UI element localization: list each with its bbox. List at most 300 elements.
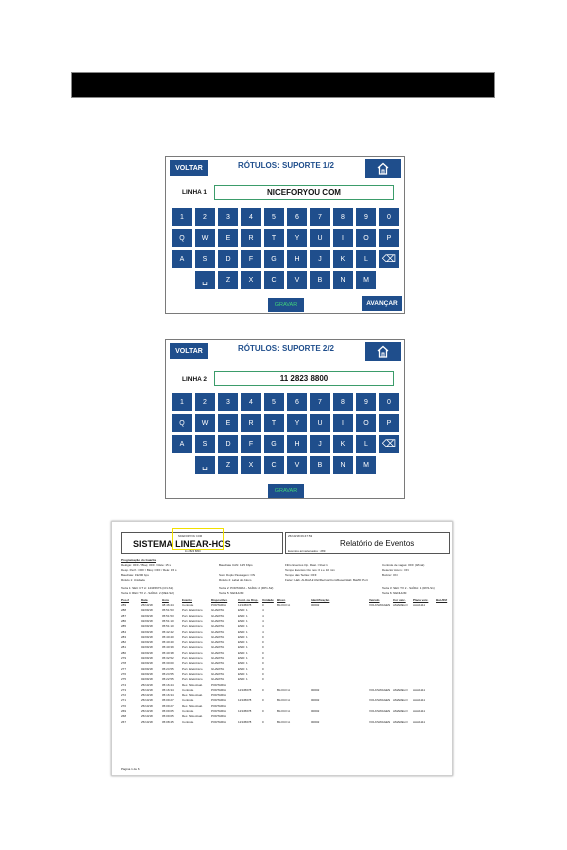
column-header: Bloco — [277, 598, 286, 602]
table-cell: 0 — [262, 645, 264, 650]
key-8[interactable]: 8 — [333, 393, 353, 411]
table-cell: 0 — [262, 661, 264, 666]
table-cell: 00002 — [311, 719, 320, 724]
table-cell: PORTARIA — [211, 682, 227, 687]
table-cell: 05:09:05 — [162, 714, 174, 719]
table-cell: 12345678 — [238, 719, 252, 724]
space-key[interactable]: ␣ — [195, 271, 215, 289]
key-y[interactable]: Y — [287, 229, 307, 247]
info-text: Baudrate: 19200 bps — [121, 573, 149, 577]
key-g[interactable]: G — [264, 250, 284, 268]
column-header: Evento — [182, 598, 193, 602]
tecla-text: Tecla 2: PORTARIA - SAÍDA: 2 (RP1-S2) — [219, 586, 274, 590]
table-cell: BLOCO A — [277, 719, 291, 724]
table-cell: 0 — [262, 656, 264, 660]
table-cell: END: 1 — [238, 656, 248, 660]
key-m[interactable]: M — [356, 456, 376, 474]
table-cell: 12345678 — [238, 709, 252, 713]
table-cell: AAA1111 — [413, 603, 426, 607]
table-cell: END: 1 — [238, 677, 248, 682]
table-cell: 279 — [121, 656, 127, 660]
key-c[interactable]: C — [264, 456, 284, 474]
key-q[interactable]: Q — [172, 414, 192, 432]
info-text: Buzzer: ON — [382, 573, 398, 577]
events-count: Eventos armazenados : 289 — [288, 549, 326, 553]
column-header: Dispositivo — [211, 598, 228, 602]
info-text: Rótulo 2: Label do bloco — [219, 578, 252, 582]
column-header: Pos.# — [121, 598, 130, 602]
table-cell: 02/09/18 — [141, 671, 153, 676]
table-cell: GUARITA — [211, 629, 225, 634]
table-cell: 05:30:00 — [162, 661, 174, 666]
key-l[interactable]: L — [356, 435, 376, 453]
key-k[interactable]: K — [333, 250, 353, 268]
tecla-text: Tecla 1: SEC CT ic: 1234567S (CN-S1) — [121, 586, 174, 590]
key-0[interactable]: 0 — [379, 208, 399, 226]
key-g[interactable]: G — [264, 435, 284, 453]
table-cell: 02/09/18 — [141, 656, 153, 660]
table-cell: Port. Eletrônico — [182, 634, 203, 639]
label-screen-2 — [165, 339, 405, 499]
table-cell: 05:42:42 — [162, 629, 174, 634]
table-cell: GUARITA — [211, 656, 225, 660]
key-d[interactable]: D — [218, 250, 238, 268]
table-cell: GUARITA — [211, 634, 225, 639]
table-cell: 05:16:34 — [162, 693, 174, 698]
key-5[interactable]: 5 — [264, 208, 284, 226]
label-screen-1 — [165, 156, 405, 314]
info-text: Tempo das Teclas: OFF — [285, 573, 317, 577]
table-cell: 25/10/18 — [141, 682, 153, 687]
table-cell: AMARELO — [393, 698, 408, 703]
table-cell: PORTARIA — [211, 693, 227, 698]
highlight-box — [172, 528, 224, 550]
key-s[interactable]: S — [195, 250, 215, 268]
table-cell: 275 — [121, 677, 127, 682]
table-cell: END: 1 — [238, 634, 248, 639]
table-cell: Rec. Não Atual. — [182, 714, 203, 719]
table-cell: Controle — [182, 698, 194, 703]
info-text: Rótulo 1: Unidade — [121, 578, 146, 582]
table-cell: AAA1111 — [413, 719, 426, 724]
table-cell: AMARELO — [393, 603, 408, 607]
key-v[interactable]: V — [287, 456, 307, 474]
key-k[interactable]: K — [333, 435, 353, 453]
table-cell: GUARITA — [211, 608, 225, 613]
table-cell: PORTARIA — [211, 703, 227, 708]
info-text: Baudrate CAN: 125 Kbps — [219, 563, 253, 567]
table-cell: 08:46:44 — [162, 603, 174, 607]
key-5[interactable]: 5 — [264, 393, 284, 411]
table-cell: 05:22:55 — [162, 677, 174, 682]
info-text: Relógio: OFF / Bloq: OFF / Rele: 15 s — [121, 563, 172, 567]
table-cell: BLOCO A — [277, 603, 291, 607]
table-cell: 02/09/18 — [141, 629, 153, 634]
table-cell: Port. Eletrônico — [182, 661, 203, 666]
table-cell: 267 — [121, 719, 127, 724]
table-cell: Rec. Não Atual. — [182, 682, 203, 687]
column-header: Hora — [162, 598, 169, 602]
key-e[interactable]: E — [218, 414, 238, 432]
table-cell: Port. Eletrônico — [182, 624, 203, 629]
table-cell: GUARITA — [211, 645, 225, 650]
key-l[interactable]: L — [356, 250, 376, 268]
line-input[interactable]: 11 2823 8800 — [214, 371, 394, 386]
key-j[interactable]: J — [310, 435, 330, 453]
table-cell: 02/09/18 — [141, 677, 153, 682]
key-n[interactable]: N — [333, 456, 353, 474]
header-bar — [71, 72, 495, 98]
key-0[interactable]: 0 — [379, 393, 399, 411]
table-cell: 05:51:53 — [162, 608, 174, 613]
key-o[interactable]: O — [356, 414, 376, 432]
column-header: Veículo — [369, 598, 380, 602]
key-s[interactable]: S — [195, 435, 215, 453]
table-cell: 05:24:55 — [162, 666, 174, 671]
table-cell: 02/09/18 — [141, 613, 153, 618]
table-cell: GUARITA — [211, 671, 225, 676]
table-cell: 269 — [121, 709, 127, 713]
table-cell: 0 — [262, 634, 264, 639]
tecla-text: Tecla 4: REC TX 2 - SAÍDA: 2 (RE2-S2) — [121, 591, 174, 595]
column-header: Bat./ID# — [436, 598, 448, 602]
table-cell: 0 — [262, 719, 264, 724]
key-i[interactable]: I — [333, 229, 353, 247]
space-key[interactable]: ␣ — [195, 456, 215, 474]
save-button[interactable]: GRAVAR — [268, 298, 304, 312]
table-cell: 05:16:44 — [162, 682, 174, 687]
table-cell: 25/10/18 — [141, 698, 153, 703]
key-f[interactable]: F — [241, 435, 261, 453]
screen-title: RÓTULOS: SUPORTE 1/2 — [237, 161, 334, 170]
back-button[interactable]: VOLTAR — [170, 160, 208, 176]
backspace-icon[interactable]: ⌫ — [379, 435, 399, 453]
table-cell: 02/09/18 — [141, 624, 153, 629]
table-cell: Port. Eletrônico — [182, 677, 203, 682]
key-c[interactable]: C — [264, 271, 284, 289]
table-cell: 4 — [262, 629, 264, 634]
table-cell: Port. Eletrônico — [182, 640, 203, 645]
table-cell: 277 — [121, 666, 127, 671]
table-cell: Controle — [182, 687, 194, 692]
table-cell: 05:40:39 — [162, 645, 174, 650]
table-cell: VOLKSWAGEN — [369, 687, 391, 692]
table-cell: Rec. Não Atual. — [182, 703, 203, 708]
table-cell: 0 — [262, 671, 264, 676]
column-header: Data — [141, 598, 148, 602]
table-cell: 0 — [262, 650, 264, 655]
column-header: Unidade — [262, 598, 274, 602]
table-cell: 287 — [121, 613, 127, 618]
save-button[interactable]: GRAVAR — [268, 484, 304, 498]
table-cell: Rec. Não Atual. — [182, 693, 203, 698]
key-m[interactable]: M — [356, 271, 376, 289]
table-cell: END: 1 — [238, 629, 248, 634]
table-cell: END: 1 — [238, 666, 248, 671]
table-cell: GUARITA — [211, 666, 225, 671]
table-cell: GUARITA — [211, 677, 225, 682]
key-1[interactable]: 1 — [172, 208, 192, 226]
table-cell: Port. Eletrônico — [182, 618, 203, 623]
table-cell: VOLKSWAGEN — [369, 603, 391, 607]
table-cell: BLOCO A — [277, 709, 291, 713]
key-i[interactable]: I — [333, 414, 353, 432]
table-cell: VOLKSWAGEN — [369, 709, 391, 713]
column-header: Cont. ou Disp. — [238, 598, 259, 602]
table-cell: PORTARIA — [211, 698, 227, 703]
backspace-icon[interactable]: ⌫ — [379, 250, 399, 268]
key-7[interactable]: 7 — [310, 208, 330, 226]
table-cell: END: 1 — [238, 624, 248, 629]
key-f[interactable]: F — [241, 250, 261, 268]
tecla-text: Tecla 6: NENHUM — [382, 591, 407, 595]
home-icon — [376, 162, 390, 175]
table-cell: 278 — [121, 661, 127, 666]
table-cell: 12345678 — [238, 698, 252, 703]
table-cell: PORTARIA — [211, 687, 227, 692]
info-text: Fazer: Hab. Al-Rst/Hr-Rst/Rec/us/Com/Reset/Hab: Bat/ID Port — [285, 578, 368, 582]
table-cell: 00002 — [311, 709, 320, 713]
home-icon — [376, 345, 390, 358]
key-a[interactable]: A — [172, 435, 192, 453]
key-z[interactable]: Z — [218, 271, 238, 289]
table-cell: 272 — [121, 693, 127, 698]
table-cell: 05:32:52 — [162, 656, 174, 660]
table-cell: 270 — [121, 703, 127, 708]
table-cell: END: 1 — [238, 650, 248, 655]
key-r[interactable]: R — [241, 229, 261, 247]
table-cell: 02/09/18 — [141, 640, 153, 645]
table-cell: 289 — [121, 603, 127, 607]
key-6[interactable]: 6 — [287, 393, 307, 411]
report-title-box — [285, 532, 450, 554]
table-cell: 4 — [262, 624, 264, 629]
report-line-1: NICEFORYOU COM — [178, 535, 203, 538]
table-cell: Port. Eletrônico — [182, 645, 203, 650]
table-cell: 00002 — [311, 698, 320, 703]
table-cell: Port. Eletrônico — [182, 666, 203, 671]
table-cell: 282 — [121, 640, 127, 645]
key-a[interactable]: A — [172, 250, 192, 268]
table-cell: PORTARIA — [211, 714, 227, 719]
table-cell: 25/10/18 — [141, 709, 153, 713]
table-cell: 05:08:45 — [162, 719, 174, 724]
key-u[interactable]: U — [310, 229, 330, 247]
table-cell: Port. Eletrônico — [182, 671, 203, 676]
table-cell: END: 1 — [238, 608, 248, 613]
key-q[interactable]: Q — [172, 229, 192, 247]
table-cell: 273 — [121, 687, 127, 692]
table-cell: AAA1111 — [413, 687, 426, 692]
table-cell: Controle — [182, 709, 194, 713]
table-cell: 05:09:05 — [162, 709, 174, 713]
table-cell: 281 — [121, 645, 127, 650]
table-cell: Controle — [182, 719, 194, 724]
table-cell: 02/09/18 — [141, 661, 153, 666]
table-cell: 05:51:10 — [162, 624, 174, 629]
table-cell: 288 — [121, 608, 127, 613]
table-cell: 02/09/18 — [141, 618, 153, 623]
table-cell: 280 — [121, 650, 127, 655]
table-cell: 0 — [262, 640, 264, 645]
table-cell: 0 — [262, 677, 264, 682]
table-cell: 25/10/18 — [141, 714, 153, 719]
report-datetime: 25/10/18 09:47:53 — [288, 534, 313, 538]
info-text: Filtro Eventos Op. Rast.: Nível 1 — [285, 563, 328, 567]
table-cell: 0 — [262, 603, 264, 607]
key-9[interactable]: 9 — [356, 208, 376, 226]
table-cell: END: 1 — [238, 613, 248, 618]
key-t[interactable]: T — [264, 229, 284, 247]
table-cell: 4 — [262, 618, 264, 623]
key-z[interactable]: Z — [218, 456, 238, 474]
table-cell: 12345678 — [238, 603, 252, 607]
info-text: Tempo Eventos Clo nos: 0 s e 10 min — [285, 568, 335, 572]
info-text: Controle de vagas: OFF (0/Inat) — [382, 563, 425, 567]
table-cell: AAA1111 — [413, 709, 426, 713]
table-cell: BLOCO A — [277, 687, 291, 692]
table-cell: 286 — [121, 618, 127, 623]
tecla-text: Tecla 3: SEC TX 2 - SAÍDA: 1 (RP2-S1) — [382, 586, 435, 590]
section-title: Programação do Guarita — [121, 558, 157, 562]
key-b[interactable]: B — [310, 271, 330, 289]
table-cell: 05:40:40 — [162, 634, 174, 639]
home-button[interactable] — [365, 342, 401, 361]
key-9[interactable]: 9 — [356, 393, 376, 411]
key-o[interactable]: O — [356, 229, 376, 247]
table-cell: Controle — [182, 603, 194, 607]
table-cell: 0 — [262, 687, 264, 692]
table-cell: 0 — [262, 666, 264, 671]
key-4[interactable]: 4 — [241, 208, 261, 226]
key-4[interactable]: 4 — [241, 393, 261, 411]
key-2[interactable]: 2 — [195, 208, 215, 226]
info-text: Desp. Perif.: OFF / Bloq: OFF / Rele: 15 s — [121, 568, 177, 572]
table-cell: GUARITA — [211, 624, 225, 629]
key-8[interactable]: 8 — [333, 208, 353, 226]
line-label: LINHA 2 — [182, 376, 208, 383]
tecla-text: Tecla 5: NENHUM — [219, 591, 244, 595]
key-j[interactable]: J — [310, 250, 330, 268]
table-cell: 284 — [121, 629, 127, 634]
table-cell: 4 — [262, 613, 264, 618]
table-cell: GUARITA — [211, 613, 225, 618]
table-cell: GUARITA — [211, 661, 225, 666]
table-cell: END: 1 — [238, 618, 248, 623]
table-cell: 25/10/18 — [141, 719, 153, 724]
key-y[interactable]: Y — [287, 414, 307, 432]
table-cell: 00002 — [311, 603, 320, 607]
key-t[interactable]: T — [264, 414, 284, 432]
key-d[interactable]: D — [218, 435, 238, 453]
key-r[interactable]: R — [241, 414, 261, 432]
key-6[interactable]: 6 — [287, 208, 307, 226]
key-v[interactable]: V — [287, 271, 307, 289]
table-cell: END: 1 — [238, 671, 248, 676]
table-cell: 285 — [121, 624, 127, 629]
table-cell: END: 1 — [238, 661, 248, 666]
table-cell: 25/10/18 — [141, 687, 153, 692]
table-cell: VOLKSWAGEN — [369, 719, 391, 724]
line-input[interactable]: NICEFORYOU COM — [214, 185, 394, 200]
key-1[interactable]: 1 — [172, 393, 192, 411]
table-cell: AMARELO — [393, 709, 408, 713]
key-h[interactable]: H — [287, 435, 307, 453]
table-cell: 276 — [121, 671, 127, 676]
key-p[interactable]: P — [379, 229, 399, 247]
key-u[interactable]: U — [310, 414, 330, 432]
key-b[interactable]: B — [310, 456, 330, 474]
table-cell: 25/10/18 — [141, 693, 153, 698]
table-cell: 05:16:34 — [162, 687, 174, 692]
table-cell: Port. Eletrônico — [182, 613, 203, 618]
table-cell: 02/09/18 — [141, 608, 153, 613]
key-x[interactable]: X — [241, 456, 261, 474]
report-title: Relatório de Eventos — [340, 539, 415, 548]
table-cell: PORTARIA — [211, 709, 227, 713]
table-cell: AAA1111 — [413, 698, 426, 703]
table-cell: AMARELO — [393, 687, 408, 692]
back-button[interactable]: VOLTAR — [170, 343, 208, 359]
key-2[interactable]: 2 — [195, 393, 215, 411]
table-cell: 05:24:55 — [162, 671, 174, 676]
table-cell: Port. Eletrônico — [182, 656, 203, 660]
table-cell: Port. Eletrônico — [182, 629, 203, 634]
table-cell: END: 1 — [238, 645, 248, 650]
table-cell: 05:51:10 — [162, 618, 174, 623]
next-button[interactable]: AVANÇAR — [362, 296, 402, 311]
key-n[interactable]: N — [333, 271, 353, 289]
table-cell: 05:40:40 — [162, 640, 174, 645]
table-cell: 25/10/18 — [141, 603, 153, 607]
table-cell: 274 — [121, 682, 127, 687]
key-w[interactable]: W — [195, 229, 215, 247]
table-cell: 283 — [121, 634, 127, 639]
key-x[interactable]: X — [241, 271, 261, 289]
event-report — [111, 521, 453, 776]
key-3[interactable]: 3 — [218, 393, 238, 411]
report-line-2: 11 2823 8800 — [185, 549, 201, 553]
table-cell: 05:09:27 — [162, 698, 174, 703]
key-e[interactable]: E — [218, 229, 238, 247]
home-button[interactable] — [365, 159, 401, 178]
table-cell: Port. Eletrônico — [182, 650, 203, 655]
key-3[interactable]: 3 — [218, 208, 238, 226]
table-cell: 02/09/18 — [141, 650, 153, 655]
info-text: Detector Acum.: ON — [382, 568, 409, 572]
table-cell: END: 1 — [238, 640, 248, 645]
system-title: SISTEMA LINEAR-HCS — [133, 539, 231, 549]
key-p[interactable]: P — [379, 414, 399, 432]
table-cell: 02/09/18 — [141, 634, 153, 639]
table-cell: 4 — [262, 608, 264, 613]
table-cell: PORTARIA — [211, 719, 227, 724]
table-cell: 268 — [121, 714, 127, 719]
key-h[interactable]: H — [287, 250, 307, 268]
key-7[interactable]: 7 — [310, 393, 330, 411]
table-cell: AMARELO — [393, 719, 408, 724]
table-cell: 25/10/18 — [141, 703, 153, 708]
table-cell: 05:40:38 — [162, 650, 174, 655]
table-cell: GUARITA — [211, 640, 225, 645]
page-footer: Página 1 de 6 — [121, 767, 140, 771]
table-cell: 12345678 — [238, 687, 252, 692]
table-cell: 05:09:27 — [162, 703, 174, 708]
table-cell: 00002 — [311, 687, 320, 692]
table-cell: 0 — [262, 698, 264, 703]
key-w[interactable]: W — [195, 414, 215, 432]
line-label: LINHA 1 — [182, 189, 208, 196]
